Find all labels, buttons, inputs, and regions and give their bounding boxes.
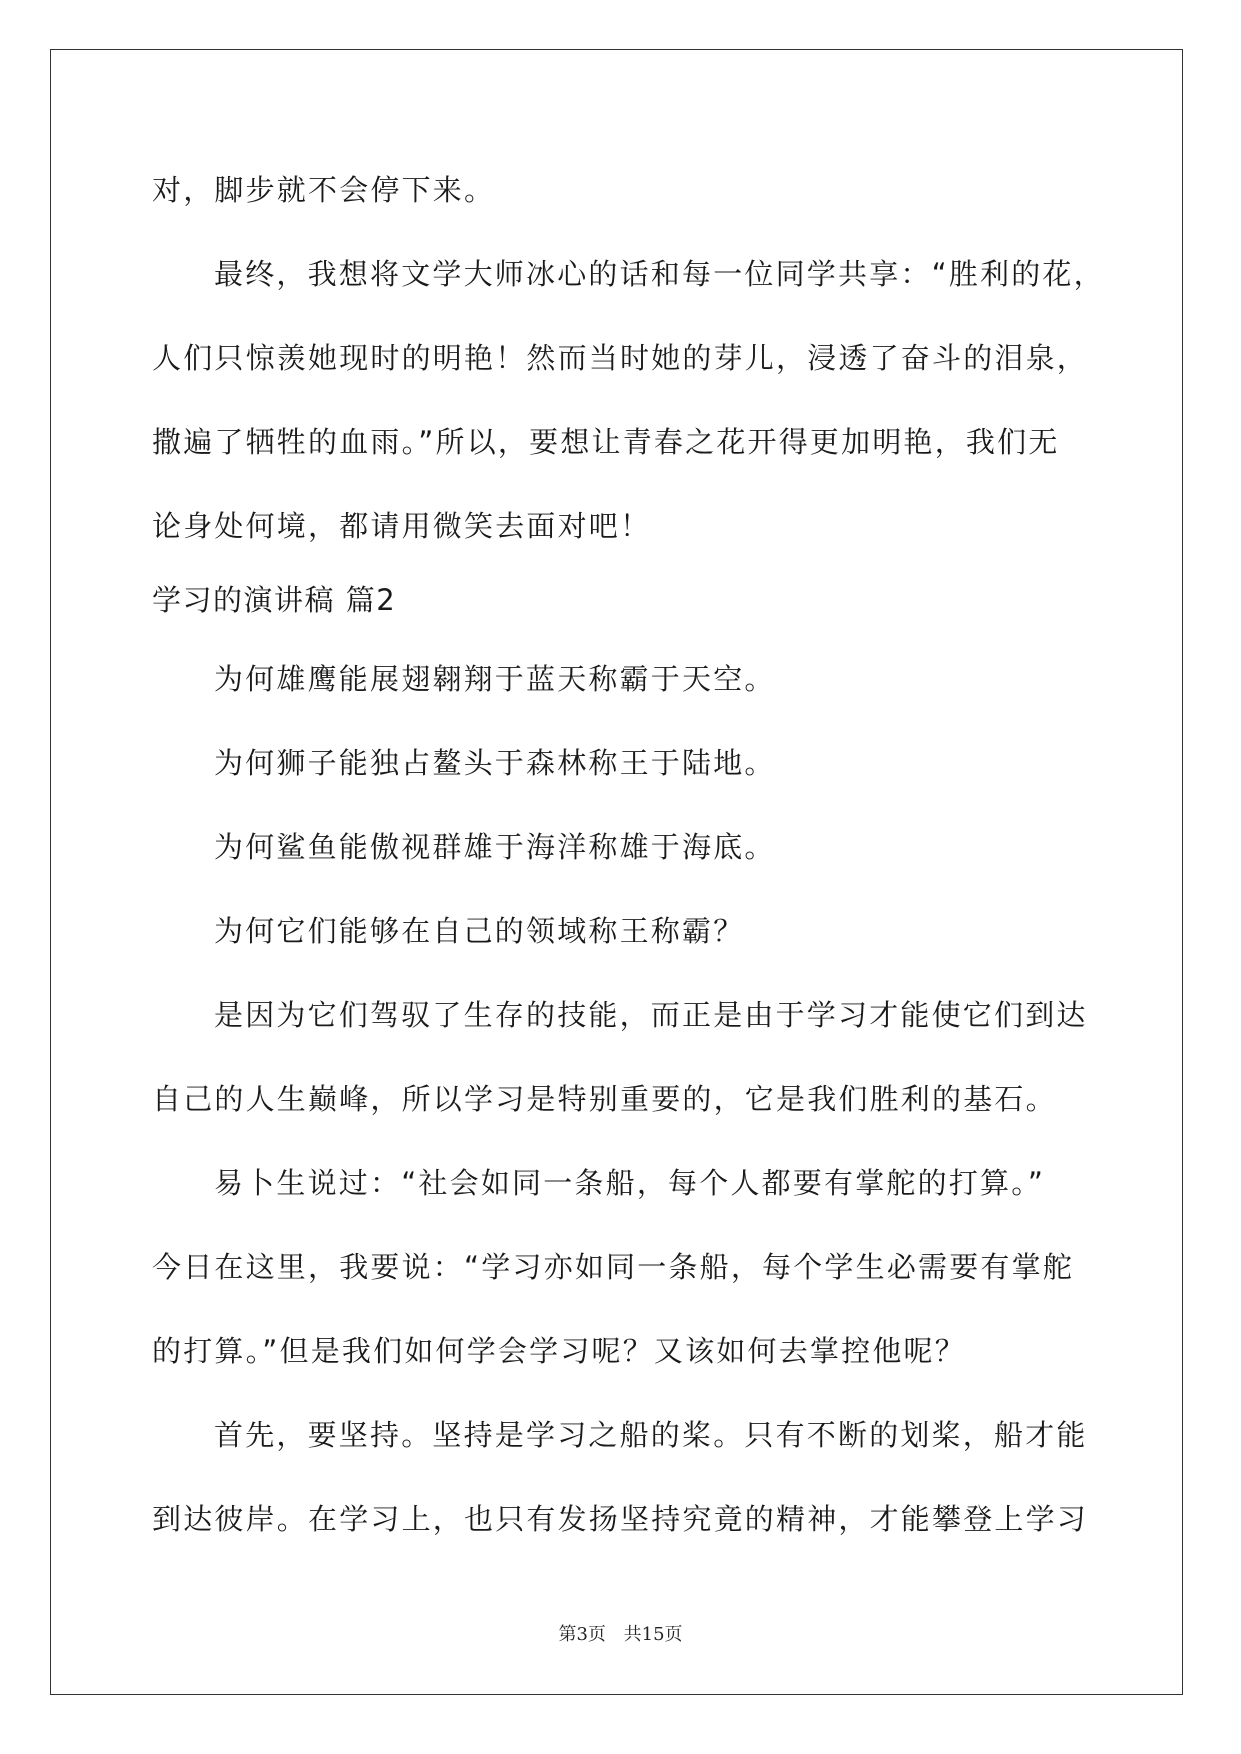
page-number: 第3页 [558,1624,606,1645]
text-line: 自己的人生巅峰，所以学习是特别重要的，它是我们胜利的基石。 [152,1082,1057,1116]
text-line: 最终，我想将文学大师冰心的话和每一位同学共享：“胜利的花， [214,257,1105,291]
text-line: 为何狮子能独占鳌头于森林称王于陆地。 [214,746,776,780]
text-line: 今日在这里，我要说：“学习亦如同一条船，每个学生必需要有掌舵 [152,1250,1075,1284]
text-line: 为何它们能够在自己的领域称王称霸？ [214,914,745,948]
text-line: 易卜生说过：“社会如同一条船，每个人都要有掌舵的打算。” [214,1166,1046,1200]
text-line: 首先，要坚持。坚持是学习之船的桨。只有不断的划桨，船才能 [214,1418,1088,1452]
text-line: 的打算。”但是我们如何学会学习呢？又该如何去掌控他呢？ [152,1334,966,1368]
text-line: 对，脚步就不会停下来。 [152,173,496,207]
page-total: 共15页 [623,1624,683,1645]
text-line: 论身处何境，都请用微笑去面对吧！ [152,509,652,543]
text-line: 为何鲨鱼能傲视群雄于海洋称雄于海底。 [214,830,776,864]
text-line: 为何雄鹰能展翅翱翔于蓝天称霸于天空。 [214,662,776,696]
text-line: 是因为它们驾驭了生存的技能，而正是由于学习才能使它们到达 [214,998,1088,1032]
text-line: 人们只惊羡她现时的明艳！然而当时她的芽儿，浸透了奋斗的泪泉， [152,341,1089,375]
text-line: 到达彼岸。在学习上，也只有发扬坚持究竟的精神，才能攀登上学习 [152,1502,1089,1536]
section-heading: 学习的演讲稿 篇2 [152,583,397,617]
text-line: 撒遍了牺牲的血雨。”所以，要想让青春之花开得更加明艳，我们无 [152,425,1060,459]
page-footer [0,1620,1241,1646]
